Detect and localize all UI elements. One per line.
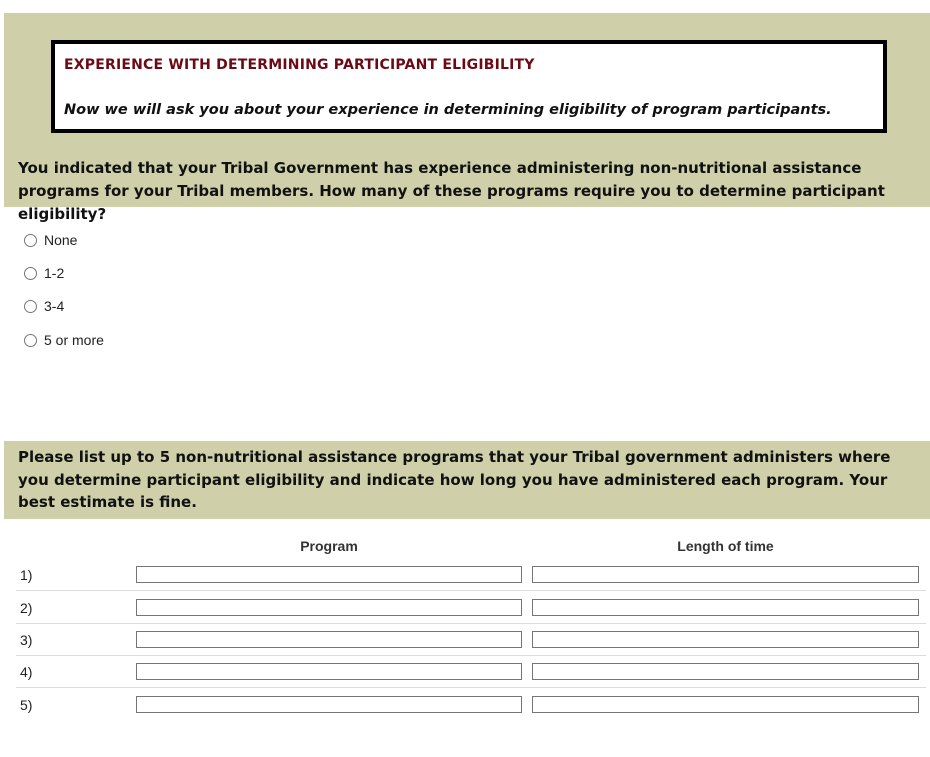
option-5-or-more[interactable] [24, 332, 104, 348]
option-1-2[interactable] [24, 265, 64, 281]
length-input[interactable] [532, 599, 919, 616]
row-number: 2) [20, 600, 33, 616]
program-input[interactable] [136, 599, 522, 616]
option-3-4[interactable] [24, 298, 64, 314]
radio-icon[interactable] [24, 267, 37, 280]
row-number: 4) [20, 664, 33, 680]
table-row [16, 558, 926, 590]
option-label: 1-2 [44, 265, 65, 281]
table-row [16, 591, 926, 623]
radio-icon[interactable] [24, 300, 37, 313]
section-header-box [51, 40, 887, 133]
section-title: EXPERIENCE WITH DETERMINING PARTICIPANT ELIGIBILITY [64, 57, 535, 73]
row-number: 3) [20, 632, 33, 648]
row-number: 5) [20, 697, 33, 713]
length-input[interactable] [532, 696, 919, 713]
option-label: 3-4 [44, 298, 65, 314]
option-label: 5 or more [44, 332, 104, 348]
section-subtitle: Now we will ask you about your experience in determining eligibility of program participants. [64, 102, 832, 118]
program-input[interactable] [136, 663, 522, 680]
program-input[interactable] [136, 631, 522, 648]
table-row [16, 688, 926, 720]
row-number: 1) [20, 567, 33, 583]
option-label: None [44, 232, 78, 248]
question2-text: Please list up to 5 non-nutritional assistance programs that your Tribal government administers where you determine participant eligibility and indicate how long you have administered each program. Your best estimate is fine. [18, 448, 891, 511]
column-header-length: Length of time [677, 538, 774, 554]
table-row [16, 623, 926, 655]
radio-icon[interactable] [24, 234, 37, 247]
length-input[interactable] [532, 566, 919, 583]
length-input[interactable] [532, 631, 919, 648]
column-header-program: Program [300, 538, 358, 554]
program-input[interactable] [136, 566, 522, 583]
radio-icon[interactable] [24, 334, 37, 347]
option-none[interactable] [24, 232, 77, 248]
question1-text: You indicated that your Tribal Government has experience administering non-nutritional assistance programs for your Tribal members. How many of these programs require you to determine participant eligibility? [18, 159, 885, 223]
program-input[interactable] [136, 696, 522, 713]
table-row [16, 655, 926, 687]
length-input[interactable] [532, 663, 919, 680]
